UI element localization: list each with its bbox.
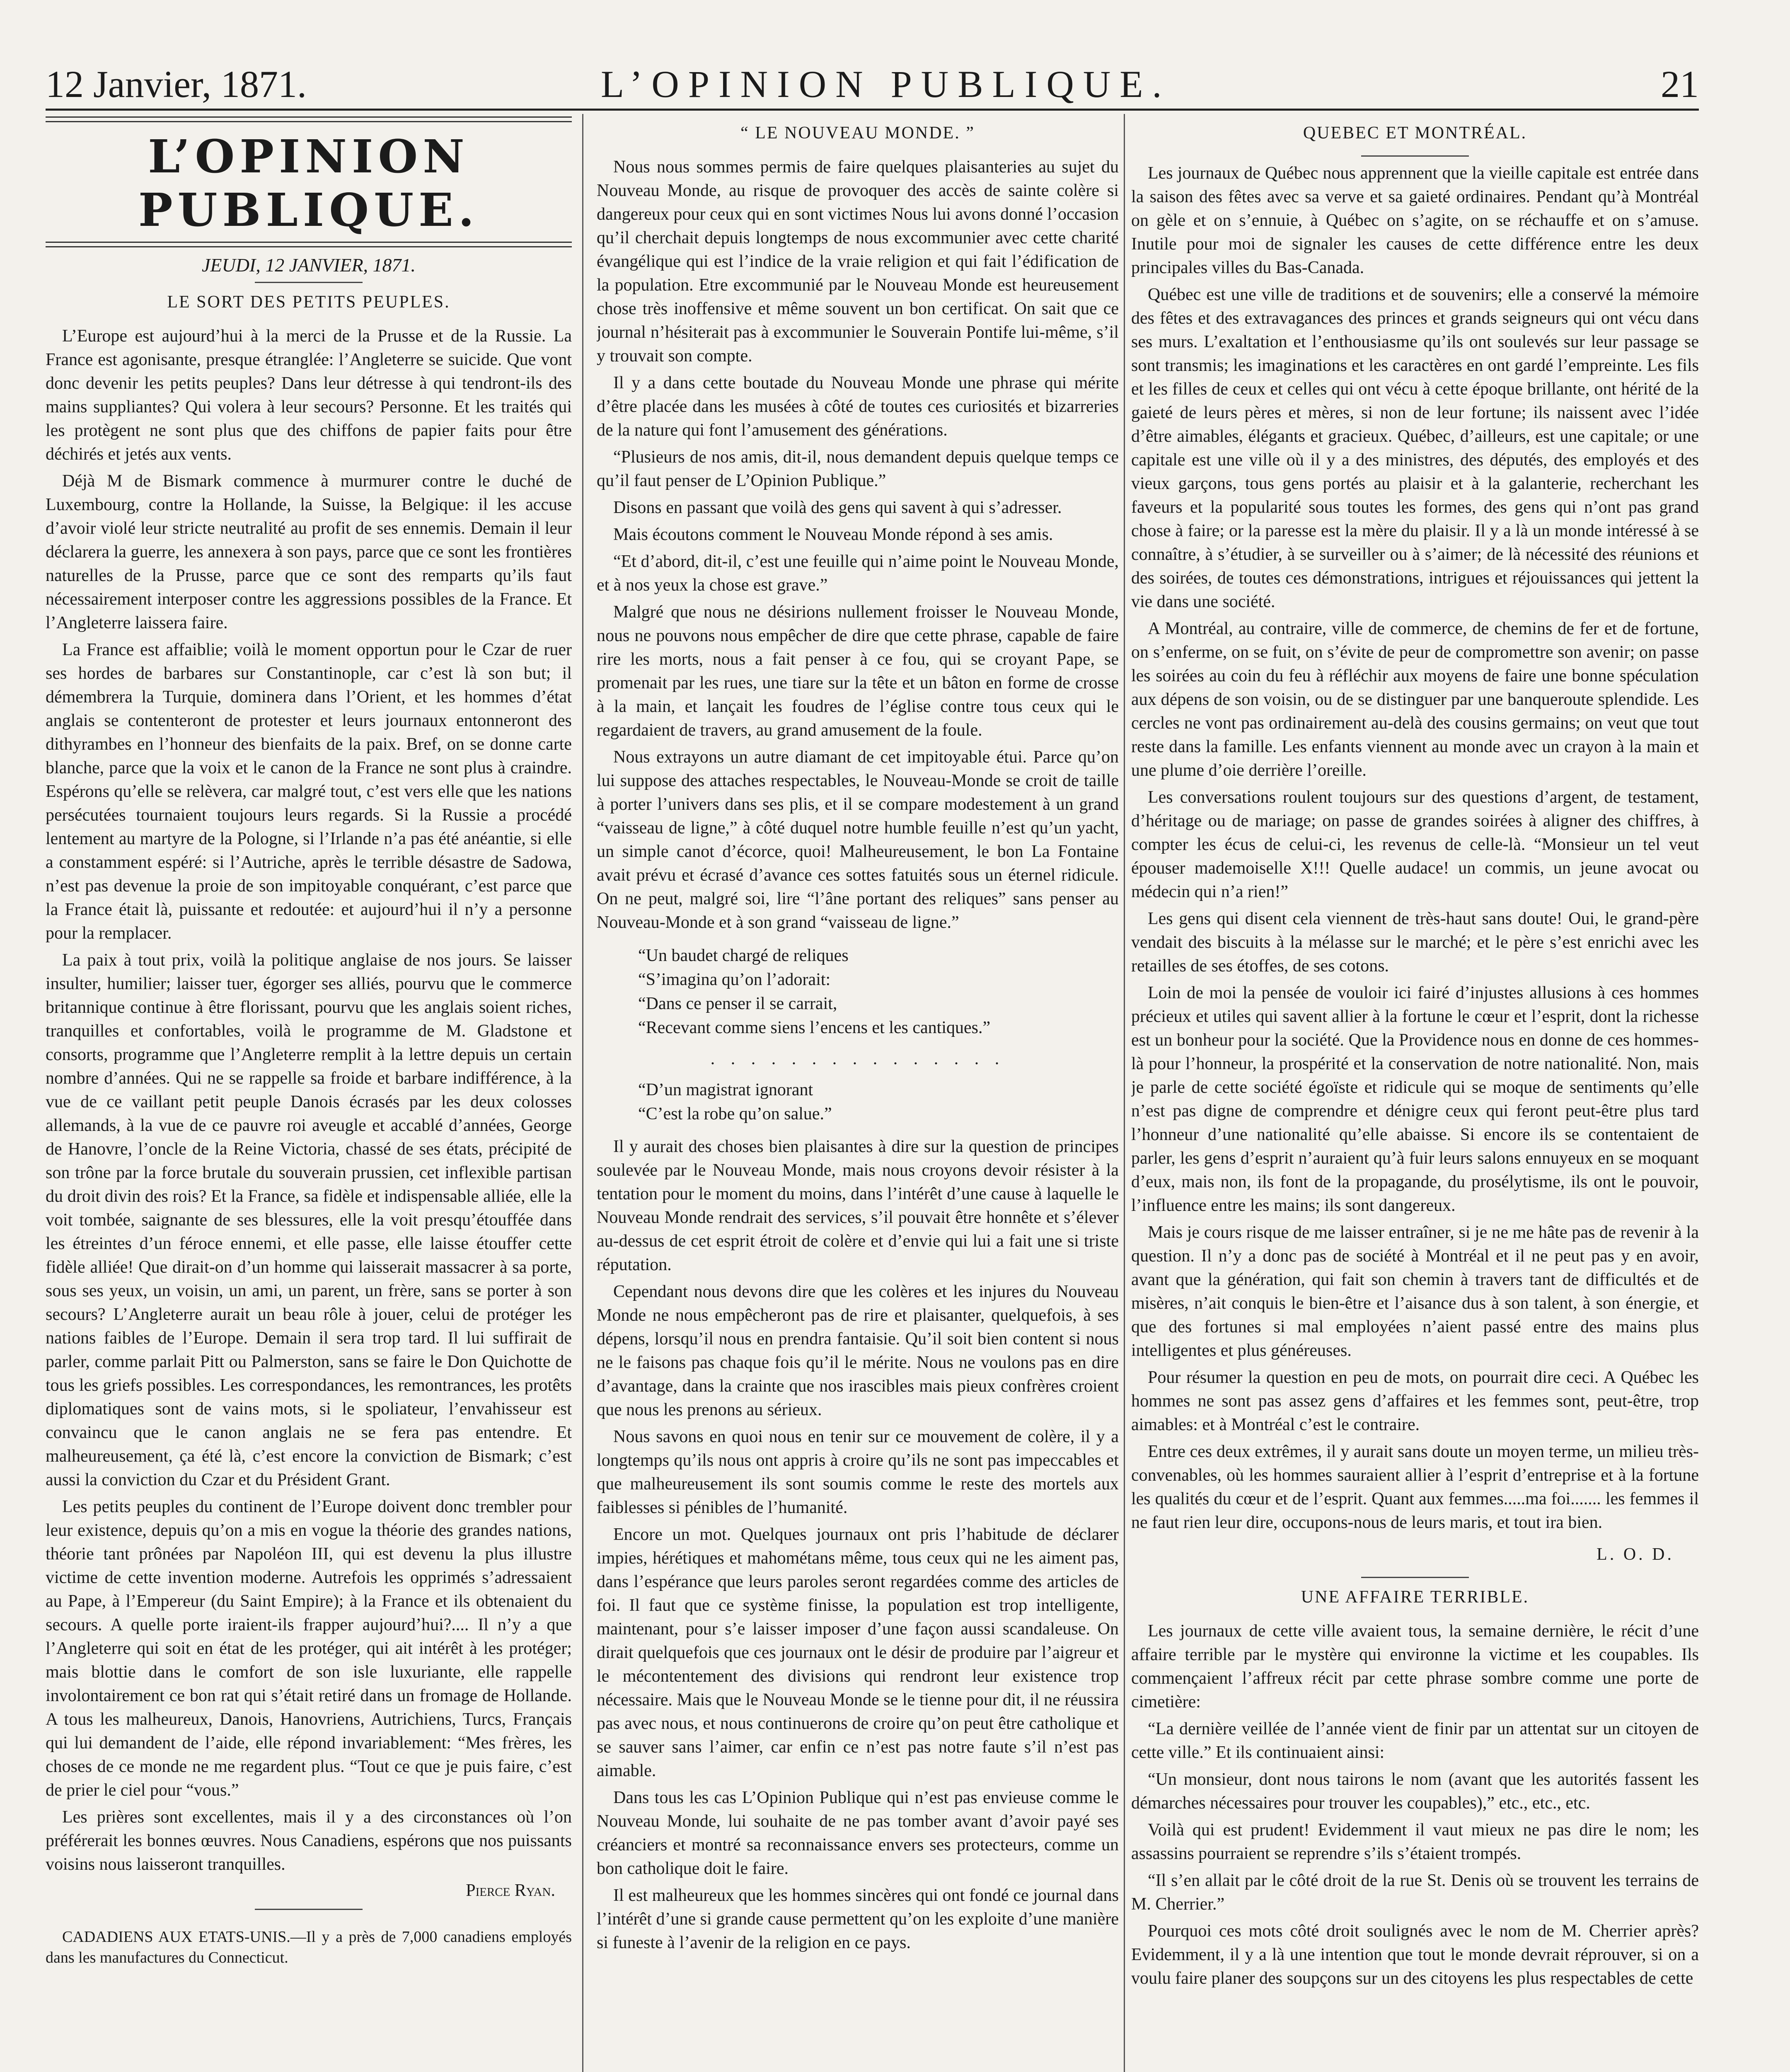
- paragraph: L’Europe est aujourd’hui à la merci de la Prusse et de la Russie. La France est agonisante, presque étranglée: l’Angleterre se suicide. Que vont donc devenir les petits peuples? Dans leur détresse à qui tendront-ils des mains suppliantes? Qui volera à leur secours? Personne. Et les traités qui les protègent ne sont plus que des chiffons de papier faits pour être déchirés et jetés aux vents.: [46, 327, 572, 464]
- paragraph: Les petits peuples du continent de l’Europe doivent donc trembler pour leur existence, depuis qu’on a mis en vogue la théorie des grandes nations, théorie tant prônées par Napoléon III, qui est devenu la plus illustre victime de cette invention moderne. Autrefois les opprimés s’adressaient au Pape, à l’Empereur (du Saint Empire); à la France et ils obtenaient du secours. A quelle porte iraient-ils frapper aujourd’hui?.... Il n’y a que l’Angleterre qui soit en état de les protéger, qui ait intérêt à les protéger; mais blottie dans le comfort de son isle luxuriante, elle rappelle involontairement ce bon rat qui s’était retiré dans un fromage de Hollande. A tous les malheureux, Danois, Hanovriens, Autrichiens, Turcs, Français qui lui demandent de l’aide, elle répond invariablement: “Mes frères, les choses de ce monde ne me regardent plus. “Tout ce que je puis faire, c’est de prier le ciel pour “vous.”: [46, 1497, 572, 1800]
- paragraph: “La dernière veillée de l’année vient de finir par un attentat sur un citoyen de cette ville.” Et ils continuaient ainsi:: [1131, 1719, 1699, 1762]
- paragraph: Loin de moi la pensée de vouloir ici fairé d’injustes allusions à ces hommes précieux et utiles qui savent allier à la fortune le cœur et l’esprit, dont la richesse est un bonheur pour la société. Que la Providence nous en donne de ces hommes-là pour l’honneur, la prospérité et la conservation de notre nationalité. Non, mais je parle de cette société égoïste et ridicule qui se moque de sentiments qu’elle n’est pas digne de comprendre et dénigre ceux qui feront peut-être plus tard l’honneur d’une nationalité qu’elle abaisse. Si encore ils se contentaient de parler, les gens d’esprit n’auraient qu’à fuir leurs salons ennuyeux en se moquant d’eux, mais non, ils font de la propagande, du prosélytisme, ils ont le pouvoir, l’influence entre les mains; ils sont dangereux.: [1131, 983, 1699, 1215]
- paragraph: Cependant nous devons dire que les colères et les injures du Nouveau Monde ne nous empêcheront pas de rire et plaisanter, quelquefois, à ses dépens, lorsqu’il nous en prendra fantaisie. Qu’il soit bien content si nous ne le faisons pas chaque fois qu’il le mérite. Nous ne voulons pas en dire d’avantage, dans la crainte que nos irascibles mais pieux confrères croient que nous les prenons au sérieux.: [597, 1282, 1119, 1419]
- masthead-title: L’OPINION PUBLIQUE.: [138, 130, 479, 237]
- paragraph: Il est malheureux que les hommes sincères qui ont fondé ce journal dans l’intérêt d’une si grande cause permettent qu’on les exploite d’une manière si funeste à l’avenir de la religion en ce pays.: [597, 1886, 1119, 1952]
- column-1: [46, 114, 572, 2072]
- paragraph: Mais je cours risque de me laisser entraîner, si je ne me hâte pas de revenir à la question. Il n’y a donc pas de société à Montréal et il ne peut pas y en avoir, avant que la génération, qui fait son chemin à travers tant de difficultés et de misères, n’ait conquis le bien-être et l’aisance dus à son talent, à son énergie, et que des fortunes si mal employées n’aient passé entre des mains plus intelligentes et plus généreuses.: [1131, 1223, 1699, 1360]
- verse-quote: [638, 1078, 1119, 1126]
- article-body: [597, 155, 1119, 1955]
- paragraph: Les prières sont excellentes, mais il y a des circonstances où l’on préférerait les bonnes œuvres. Nous Canadiens, espérons que nos puissants voisins nous laisseront tranquilles.: [46, 1808, 572, 1874]
- paragraph: Pourquoi ces mots côté droit soulignés avec le nom de M. Cherrier après? Evidemment, il y a là une intention que tout le monde devrait réprouver, si on a voulu faire planer des soupçons sur un des citoyens les plus respectables de cette: [1131, 1922, 1699, 1988]
- paragraph: Dans tous les cas L’Opinion Publique qui n’est pas envieuse comme le Nouveau Monde, lui souhaite de ne pas tomber avant d’avoir payé ses créanciers et montré sa reconnaissance envers ses protecteurs, comme un bon catholique doit le faire.: [597, 1788, 1119, 1878]
- column-3: [1131, 114, 1699, 2072]
- divider: [1361, 155, 1469, 157]
- article-heading: LE SORT DES PETITS PEUPLES.: [167, 293, 450, 312]
- paragraph: Les journaux de cette ville avaient tous, la semaine dernière, le récit d’une affaire terrible par le mystère qui environne la victime et les coupables. Ils commençaient l’affreux récit par cette phrase sombre comme une porte de cimetière:: [1131, 1622, 1699, 1711]
- paragraph: Disons en passant que voilà des gens qui savent à qui s’adresser.: [613, 498, 1062, 517]
- paragraph: Nous extrayons un autre diamant de cet impitoyable étui. Parce qu’on lui suppose des attaches respectables, le Nouveau-Monde se croit de taille à porter l’univers dans ses plis, et il se compare modestement à un grand “vaisseau de ligne,” à côté duquel notre humble feuille n’est qu’un yacht, un simple canot d’écorce, quoi! Malheureusement, le bon La Fontaine avait prévu et écrasé d’avance ces sottes fatuités sous un éternel ridicule. On ne peut, malgré soi, lire “l’âne portant des reliques” sans penser au Nouveau-Monde et à son grand “vaisseau de ligne.”: [597, 748, 1119, 932]
- paragraph: La France est affaiblie; voilà le moment opportun pour le Czar de ruer ses hordes de barbares sur Constantinople, car c’est là son but; il démembrera la Turquie, dominera dans l’Orient, et les hommes d’état anglais se contenteront de protester et leurs journaux entonneront des dithyrambes en l’honneur des bienfaits de la paix. Bref, on se donne carte blanche, parce que la voix et le canon de la France ne sont plus à craindre. Espérons qu’elle se relèvera, car malgré tout, c’est vers elle que les nations persécutées tournaient toujours leurs regards. Si la Russie a procédé lentement au martyre de la Pologne, si l’Irlande n’a pas été anéantie, si elle a constamment espéré: si l’Autriche, après le terrible désastre de Sadowa, n’est pas devenue la proie de son impitoyable conquérant, c’est parce que la France était là, puissante et redoutée: et aujourd’hui il n’y a personne pour la remplacer.: [46, 640, 572, 943]
- column-divider: [582, 114, 583, 2072]
- article-heading: “ LE NOUVEAU MONDE. ”: [740, 123, 975, 143]
- paragraph: Les gens qui disent cela viennent de très-haut sans doute! Oui, le grand-père vendait des biscuits à la mélasse sur le marché; et le père s’est enrichi avec les retailles de ses étoffes, de ses cotons.: [1131, 909, 1699, 975]
- paragraph: “Et d’abord, dit-il, c’est une feuille qui n’aime point le Nouveau Monde, et à nos yeux la chose est grave.”: [597, 552, 1119, 595]
- issue-dateline: JEUDI, 12 JANVIER, 1871.: [201, 254, 416, 276]
- masthead-rule: [46, 116, 572, 122]
- paragraph: Mais écoutons comment le Nouveau Monde répond à ses amis.: [613, 525, 1053, 544]
- page-number: 21: [1661, 63, 1699, 105]
- column-divider: [1124, 114, 1125, 2072]
- paragraph: Nous nous sommes permis de faire quelques plaisanteries au sujet du Nouveau Monde, au risque de provoquer des accès de sainte colère si dangereux pour ceux qui en sont victimes Nous lui avons donné l’occasion qu’il cherchait depuis longtemps de nous excommunier avec cette charité évangélique qui est l’indice de la vraie religion et qui fait l’édification de la population. Etre excommunié par le Nouveau Monde est heureusement chose très inoffensive et même souvent un bon certificat. On sait que ce journal n’hésiterait pas à excommunier le Souverain Pontife lui-même, s’il y trouvait son compte.: [597, 157, 1119, 366]
- verse-line: “Un baudet chargé de reliques: [638, 946, 849, 965]
- paragraph: Encore un mot. Quelques journaux ont pris l’habitude de déclarer impies, hérétiques et mahométans même, tous ceux qui ne les aiment pas, dans l’espérance que leurs paroles seront regardées comme des articles de foi. Il faut que ce système finisse, la population est trop intelligente, maintenant, pour s’e laisser imposer d’une façon aussi scandaleuse. On dirait quelquefois que ces journaux ont le désir de produire par l’aigreur et le mécontentement des divisions qui rendront leur existence trop nécessaire. Mais que le Nouveau Monde se le tienne pour dit, il ne réussira pas avec nous, et nous continuerons de croire qu’on peut être catholique et se sauver sans l’aimer, car enfin ce n’est pas notre faute s’il n’est pas aimable.: [597, 1525, 1119, 1780]
- paragraph: Déjà M de Bismark commence à murmurer contre le duché de Luxembourg, contre la Hollande, la Suisse, la Belgique: il les accuse d’avoir violé leur stricte neutralité au profit de ses ennemis. Demain il leur déclarera la guerre, les annexera à son pays, parce que ce sont les frontières naturelles de la Prusse, parce que ce sont des remparts qu’ils faut nécessairement interposer contre les aggressions possibles de la France. Et l’Angleterre laissera faire.: [46, 472, 572, 632]
- article-heading: UNE AFFAIRE TERRIBLE.: [1301, 1588, 1529, 1607]
- paragraph: “Il s’en allait par le côté droit de la rue St. Denis où se trouvent les terrains de M. Cherrier.”: [1131, 1871, 1699, 1914]
- paragraph: Nous savons en quoi nous en tenir sur ce mouvement de colère, il y a longtemps qu’ils nous ont appris à croire qu’ils ne sont pas impeccables et que malheureusement ils sont soumis comme le reste des mortels aux faiblesses si pénibles de l’humanité.: [597, 1427, 1119, 1517]
- divider: [255, 282, 363, 283]
- header-date: 12 Janvier, 1871.: [46, 63, 307, 105]
- masthead-rule: [46, 242, 572, 247]
- paragraph: La paix à tout prix, voilà la politique anglaise de nos jours. Se laisser insulter, humilier; laisser tuer, égorger ses alliés, pourvu que le commerce britannique continue à être florissant, pourvu que les anglais soient riches, tranquilles et confortables, voilà le programme de M. Gladstone et consorts, programme que l’Angleterre remplit à la lettre depuis un certain nombre d’années. Qui ne se rappelle sa froide et barbare indifférence, à la vue de ce vaillant petit peuple Danois écrasés par les deux colosses allemands, à la vue de ce pauvre roi aveugle et accablé d’années, George de Hanovre, l’oncle de la Reine Victoria, chassé de ses états, précipité de son trône par la force brutale du souverain prussien, cet inflexible partisan du droit divin des rois? Et la France, sa fidèle et indispensable alliée, elle la voit tombée, saignante de ses blessures, elle la voit presqu’étouffée dans les étreintes d’un féroce ennemi, et elle passe, elle laisse étouffer cette fidèle alliée! Que dirait-on d’un homme qui laisserait massacrer à sa porte, sous ses yeux, un voisin, un ami, un parent, un frère, sans se porter à son secours? L’Angleterre aurait un beau rôle à jouer, celui de protéger les nations faibles de l’Europe. Demain il sera trop tard. Il lui suffirait de parler, comme parlait Pitt ou Palmerston, sans se faire le Don Quichotte de tous les griefs possibles. Les correspondances, les remontrances, les protêts diplomatiques sont de vains mots, si le spoliateur, l’envahisseur est convaincu que le canon anglais ne se fera pas entendre. Et malheureusement, ça été là, c’est encore la conviction de Bismark; c’est aussi la conviction du Czar et du Président Grant.: [46, 951, 572, 1489]
- paragraph: “Un monsieur, dont nous tairons le nom (avant que les autorités fassent les démarches nécessaires pour trouver les coupables),” etc., etc., etc.: [1131, 1770, 1699, 1813]
- verse-line: “Recevant comme siens l’encens et les cantiques.”: [638, 1018, 991, 1037]
- divider: [1361, 1577, 1469, 1578]
- verse-quote: [638, 944, 1119, 1040]
- verse-line: “D’un magistrat ignorant: [638, 1080, 813, 1099]
- verse-line: “S’imagina qu’on l’adorait:: [638, 970, 831, 989]
- paragraph: Entre ces deux extrêmes, il y aurait sans doute un moyen terme, un milieu très-convenables, où les hommes sauraient allier à l’esprit d’entreprise et à la fortune les qualités du cœur et de l’esprit. Quant aux femmes.....ma foi....... les femmes il ne faut rien leur dire, occupons-nous de leurs maris, et tout ira bien.: [1131, 1442, 1699, 1532]
- paragraph: Québec est une ville de traditions et de souvenirs; elle a conservé la mémoire des fêtes et des extravagances des princes et grands seigneurs qui ont vécu dans ses murs. L’exaltation et l’enthousiasme qu’ils ont soulevés sur leur passage se sont transmis; les imaginations et les caractères en ont gardé l’empreinte. Les fils et les filles de ceux et celles qui ont vécu à cette époque brillante, ont hérité de la gaieté de leurs pères et mères, si non de leur fortune; ils naissent avec l’idée d’être aimables, élégants et gracieux. Québec, d’ailleurs, est une capitale; or une capitale est une ville où il y a des ministres, des députés, des employés et des vieux garçons, tous gens portés au plaisir et à la galanterie, recherchant les faveurs et la popularité sous toutes les formes, des gens qui n’ont pas grand chose à faire; or la paresse est la mère du plaisir. Il y a là un monde intéressé à se connaître, à s’étudier, à se surveiller ou à s’aimer; de là nécessité des réunions et des soirées, de toutes ces démonstrations, intrigues et réjouissances qui jettent la vie dans une société.: [1131, 285, 1699, 611]
- author-initials: L. O. D.: [1596, 1545, 1674, 1564]
- paragraph: Malgré que nous ne désirions nullement froisser le Nouveau Monde, nous ne pouvons nous empêcher de dire que cette phrase, capable de faire rire les morts, nous a fait penser à ce fou, qui se croyant Pape, se promenait par les rues, une tiare sur la tête et un bâton en forme de crosse à la main, et lançait les foudres de l’église contre tous ceux qui le regardaient de travers, au grand amusement de la foule.: [597, 603, 1119, 740]
- news-note: CADADIENS AUX ETATS-UNIS.—Il y a près de 7,000 canadiens employés dans les manufactures du Connecticut.: [46, 1928, 572, 1966]
- paragraph: Les conversations roulent toujours sur des questions d’argent, de testament, d’héritage ou de mariage; on passe de grandes soirées à aligner des chiffres, à compter les écus de celui-ci, les revenus de celle-là. “Monsieur un tel veut épouser mademoiselle X!!! Quelle audace! un commis, un jeune avocat ou médecin qui n’a rien!”: [1131, 788, 1699, 901]
- paragraph: “Plusieurs de nos amis, dit-il, nous demandent depuis quelque temps ce qu’il faut penser de L’Opinion Publique.”: [597, 448, 1119, 490]
- paragraph: Pour résumer la question en peu de mots, on pourrait dire ceci. A Québec les hommes ne sont pas assez gens d’affaires et les femmes sont, peut-être, trop aimables: et à Montréal c’est le contraire.: [1131, 1368, 1699, 1434]
- column-2: [597, 114, 1119, 2072]
- verse-line: “C’est la robe qu’on salue.”: [638, 1104, 832, 1123]
- running-header: [46, 62, 1699, 108]
- header-rule: [46, 109, 1699, 111]
- ellipsis-dots: . . . . . . . . . . . . . . .: [710, 1049, 1005, 1068]
- paragraph: Voilà qui est prudent! Evidemment il vaut mieux ne pas dire le nom; les assassins pourraient se reprendre s’ils s’étaient trompés.: [1131, 1820, 1699, 1863]
- paragraph: Les journaux de Québec nous apprennent que la vieille capitale est entrée dans la saison des fêtes avec sa verve et sa gaieté ordinaires. Pendant qu’à Montréal on gèle et on s’ennuie, à Québec on s’agite, on se réchauffe et on s’amuse. Inutile pour moi de signaler les causes de cette différence entre les deux principales villes du Bas-Canada.: [1131, 164, 1699, 277]
- article-body: [1131, 162, 1699, 1535]
- author-signature: Pierce Ryan.: [466, 1881, 555, 1900]
- paragraph: Il y aurait des choses bien plaisantes à dire sur la question de principes soulevée par le Nouveau Monde, mais nous croyons devoir résister à la tentation pour le moment du moins, dans l’intérêt d’une cause à laquelle le Nouveau Monde rendrait des services, s’il pouvait être honnête et s’élever au-dessus de cet esprit étroit de colère et d’envie qui lui a fait une si triste réputation.: [597, 1137, 1119, 1274]
- paragraph: A Montréal, au contraire, ville de commerce, de chemins de fer et de fortune, on s’enferme, on se fuit, on s’évite de peur de compromettre son avenir; on passe les soirées au coin du feu à réfléchir aux moyens de faire une bonne spéculation aux dépens de son voisin, ou de se distinguer par une banqueroute splendide. Les cercles ne vont pas ordinairement au-delà des cousins germains; on veut que tout reste dans la famille. Les enfants viennent au monde avec un crayon à la main et une plume d’oie derrière l’oreille.: [1131, 619, 1699, 780]
- article-heading: QUEBEC ET MONTRÉAL.: [1303, 123, 1527, 143]
- article-body: [46, 324, 572, 1876]
- divider: [255, 1909, 363, 1910]
- verse-line: “Dans ce penser il se carrait,: [638, 994, 837, 1013]
- paragraph: Il y a dans cette boutade du Nouveau Monde une phrase qui mérite d’être placée dans les musées à côté de toutes ces curiosités et bizarreries de la nature qui font l’amusement des générations.: [597, 373, 1119, 440]
- article-body: [1131, 1619, 1699, 1990]
- header-title: L’OPINION PUBLIQUE.: [601, 63, 1171, 105]
